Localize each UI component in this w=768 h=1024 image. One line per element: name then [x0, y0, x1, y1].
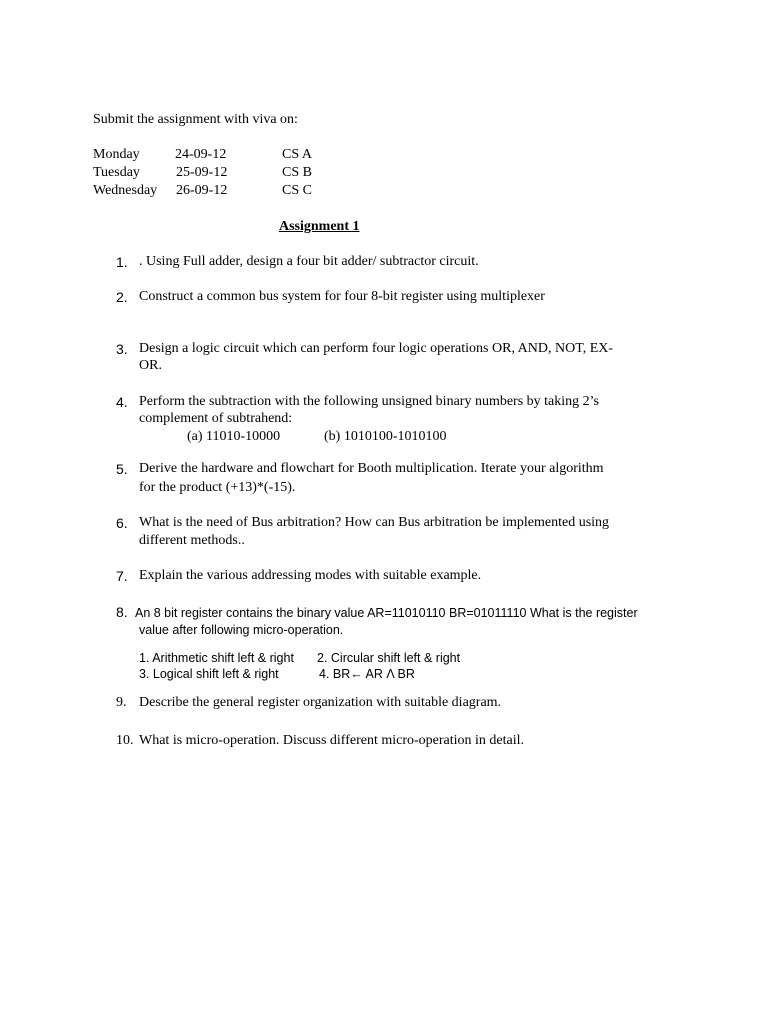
sub-item: 4. BR← AR Λ BR: [319, 667, 415, 681]
sub-item: 2. Circular shift left & right: [317, 651, 461, 665]
intro-text: Submit the assignment with viva on:: [93, 112, 298, 127]
question-number: 6.: [116, 515, 128, 531]
schedule-day: Tuesday: [93, 165, 140, 180]
question-number: 8.: [116, 604, 128, 620]
question-text: . Using Full adder, design a four bit adder/ subtractor circuit.: [139, 254, 479, 269]
question-number: 2.: [116, 289, 128, 305]
question-part: (b) 1010100-1010100: [324, 429, 447, 444]
schedule-date: 26-09-12: [176, 183, 228, 198]
schedule-day: Wednesday: [93, 183, 158, 198]
question-text: for the product (+13)*(-15).: [139, 480, 296, 495]
question-number: 9.: [116, 695, 127, 710]
schedule-date: 25-09-12: [176, 165, 228, 180]
question-text: Construct a common bus system for four 8-bit register using multiplexer: [139, 289, 545, 304]
schedule-class: CS B: [282, 165, 312, 180]
question-number: 7.: [116, 568, 128, 584]
question-text: Describe the general register organization with suitable diagram.: [139, 695, 502, 710]
question-part: (a) 11010-10000: [187, 429, 281, 444]
sub-item: 1. Arithmetic shift left & right: [139, 651, 294, 665]
schedule-class: CS A: [282, 147, 312, 162]
question-number: 4.: [116, 394, 128, 410]
question-text: What is micro-operation. Discuss different micro-operation in detail.: [139, 733, 525, 748]
question-number: 5.: [116, 461, 128, 477]
question-text: What is the need of Bus arbitration? How can Bus arbitration be implemented using: [139, 515, 610, 530]
schedule-date: 24-09-12: [175, 147, 227, 162]
question-text: Derive the hardware and flowchart for Booth multiplication. Iterate your algorithm: [139, 461, 604, 476]
question-number: 3.: [116, 341, 128, 357]
question-text: OR.: [139, 358, 162, 373]
question-text: Perform the subtraction with the following unsigned binary numbers by taking 2’s: [139, 394, 599, 409]
question-text: complement of subtrahend:: [139, 411, 293, 426]
question-text: Explain the various addressing modes with suitable example.: [139, 568, 482, 583]
question-text: An 8 bit register contains the binary value AR=11010110 BR=01011110 What is the register: [135, 606, 638, 620]
sub-item: 3. Logical shift left & right: [139, 667, 279, 681]
assignment-title: Assignment 1: [279, 219, 360, 234]
question-text: different methods..: [139, 533, 245, 548]
question-text: value after following micro-operation.: [139, 623, 344, 637]
question-text: Design a logic circuit which can perform four logic operations OR, AND, NOT, EX-: [139, 341, 614, 356]
schedule-day: Monday: [93, 147, 140, 162]
question-number: 1.: [116, 254, 128, 270]
question-number: 10.: [116, 733, 134, 748]
schedule-class: CS C: [282, 183, 312, 198]
